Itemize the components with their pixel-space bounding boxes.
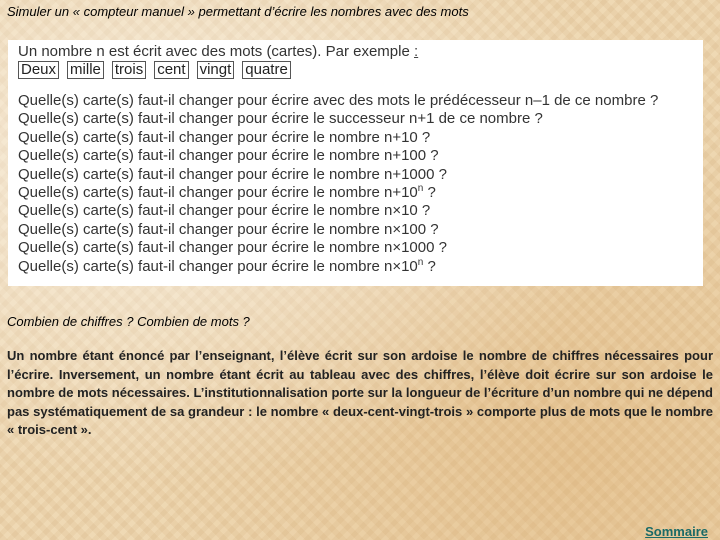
exponent: n [417,256,424,268]
question-item [18,110,703,128]
slide-title: Simuler un « compteur manuel » permettant d’écrire les nombres avec des mots [7,4,469,19]
question-item [18,184,703,202]
question-item [18,129,703,147]
sommaire-link[interactable]: Sommaire [645,524,708,539]
question-tail: ? [423,184,436,202]
word-card: Deux [18,61,59,79]
question-text: Quelle(s) carte(s) faut-il changer pour écrire le nombre n+1000 ? [18,165,447,183]
section-subtitle: Combien de chiffres ? Combien de mots ? [7,314,250,329]
word-card: mille [67,61,104,79]
exponent: n [417,183,424,195]
word-cards [18,61,703,79]
question-item [18,221,703,239]
word-card: quatre [242,61,291,79]
question-tail: ? [423,257,436,275]
question-text: Quelle(s) carte(s) faut-il changer pour écrire le nombre n+10 ? [18,128,431,146]
question-text: Quelle(s) carte(s) faut-il changer pour écrire le nombre n×100 ? [18,220,439,238]
question-text: Quelle(s) carte(s) faut-il changer pour écrire le successeur n+1 de ce nombre ? [18,110,543,128]
question-list [18,92,703,276]
exercise-box [8,40,703,286]
question-text: Quelle(s) carte(s) faut-il changer pour écrire le nombre n×10 [18,257,418,275]
intro-line [18,42,703,61]
question-text: Quelle(s) carte(s) faut-il changer pour écrire le nombre n+100 ? [18,147,439,165]
question-item [18,166,703,184]
question-item [18,202,703,220]
question-item [18,258,703,276]
question-text: Quelle(s) carte(s) faut-il changer pour écrire le nombre n×1000 ? [18,239,447,257]
word-card: cent [154,61,188,79]
question-item [18,147,703,165]
intro-text: Un nombre n est écrit avec des mots (cartes). Par exemple [18,43,410,60]
word-card: vingt [197,61,235,79]
question-item [18,239,703,257]
word-card: trois [112,61,146,79]
question-text: Quelle(s) carte(s) faut-il changer pour écrire le nombre n+10 [18,184,418,202]
section-paragraph: Un nombre étant énoncé par l’enseignant, l’élève écrit sur son ardoise le nombre de chiffres nécessaires pour l’écrire. Inversement, un nombre étant écrit au tableau avec des chiffres, l’élève doit écrire sur son ardoise le nombre de mots nécessaires. L’institutionnalisation porte sur la longueur de l’écriture d’un nombre qui ne dépend pas systématiquement de sa grandeur : le nombre « deux-cent-vingt-trois » comporte plus de mots que le nombre « trois-cent ». [7,348,713,437]
question-item [18,92,703,110]
intro-colon: : [414,43,419,60]
question-text: Quelle(s) carte(s) faut-il changer pour écrire le nombre n×10 ? [18,202,431,220]
question-text: Quelle(s) carte(s) faut-il changer pour écrire avec des mots le prédécesseur n–1 de ce nombre ? [18,92,659,109]
